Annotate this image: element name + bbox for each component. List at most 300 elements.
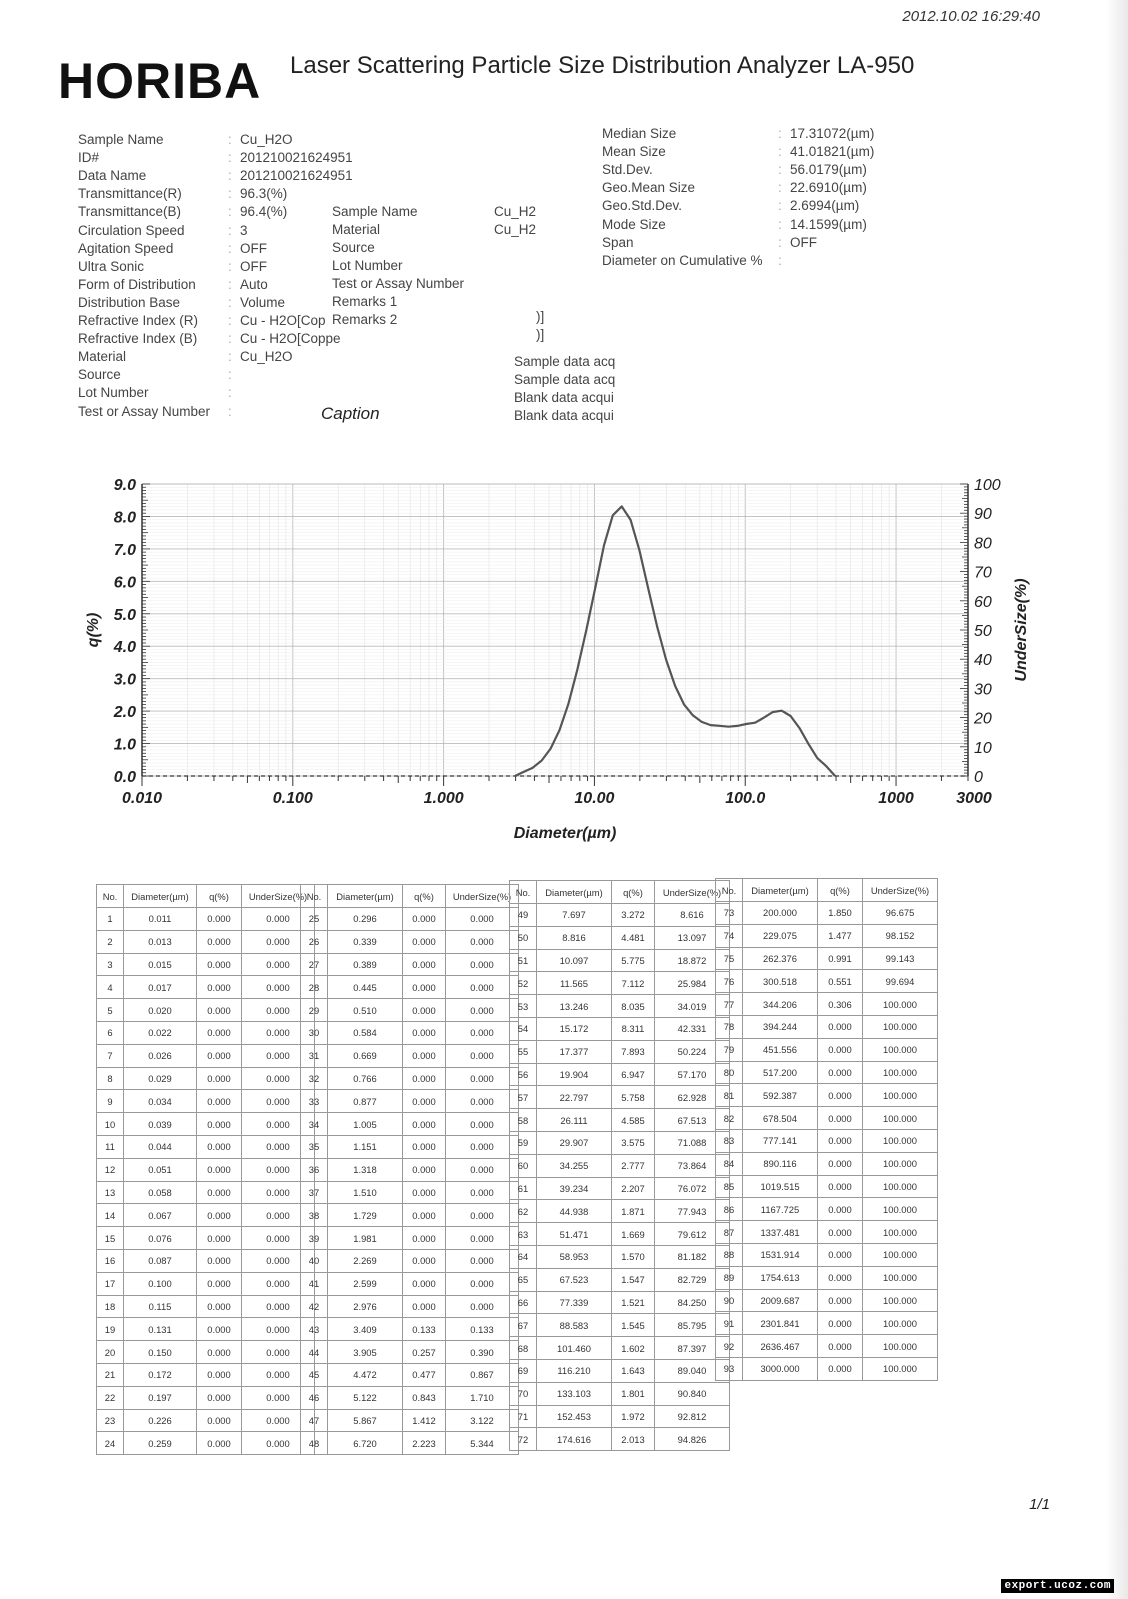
x-tick-label: 1.000 [423,790,464,807]
table-cell: 451.556 [743,1038,818,1061]
table-cell: 6.720 [328,1432,403,1455]
table-cell: 72 [510,1428,537,1451]
table-row [716,947,938,970]
table-cell: 100.000 [863,1312,938,1335]
table-cell: 0.000 [242,1158,315,1181]
table-row [716,993,938,1016]
table-cell: 100.000 [863,1038,938,1061]
table-cell: 152.453 [537,1405,612,1428]
table-cell: 1.151 [328,1135,403,1158]
overlay-field-label: Lot Number [332,257,407,275]
table-cell: 13.246 [537,995,612,1018]
table-cell: 5.122 [328,1386,403,1409]
table-cell: 0.000 [818,1289,863,1312]
table-row [301,953,519,976]
table-cell: 11 [97,1135,124,1158]
table-cell: 33 [301,1090,328,1113]
result-label: Mode Size [602,216,666,232]
table-cell: 16 [97,1249,124,1272]
table-cell: 0.584 [328,1021,403,1044]
table-cell: 39 [301,1227,328,1250]
table-cell: 18 [97,1295,124,1318]
result-value: 56.0179(µm) [790,162,867,178]
data-table-block [509,880,730,1451]
table-cell: 24 [97,1432,124,1455]
table-header-cell: No. [301,885,328,908]
table-row [510,926,730,949]
sample-field-value: Cu_H2O [240,132,293,147]
y2-tick-label: 20 [974,710,992,728]
table-cell: 91 [716,1312,743,1335]
table-cell: 3000.000 [743,1357,818,1380]
table-cell: 0.000 [446,1021,519,1044]
x-tick-label: 10.00 [574,790,615,807]
sample-field-label: Refractive Index (B) [78,331,198,347]
table-cell: 344.206 [743,993,818,1016]
table-cell: 35 [301,1135,328,1158]
table-cell: 1754.613 [743,1266,818,1289]
table-cell: 0.000 [242,1227,315,1250]
table-cell: 0.766 [328,1067,403,1090]
sample-field-label: Sample Name [78,132,164,147]
y2-axis-title: UnderSize(%) [1013,578,1030,682]
table-row [97,1295,315,1318]
field-colon: : [228,258,232,274]
table-cell: 29.907 [537,1131,612,1154]
table-row [301,1295,519,1318]
table-row [716,1175,938,1198]
table-row [716,1335,938,1358]
table-cell: 8.816 [537,926,612,949]
table-cell: 56 [510,1063,537,1086]
table-cell: 1.570 [612,1245,655,1268]
x-tick-label: 1000 [878,790,914,807]
table-cell: 1.477 [818,924,863,947]
sample-field-value: Volume [240,294,286,310]
table-cell: 101.460 [537,1337,612,1360]
table-row [301,976,519,999]
field-colon: : [228,367,232,383]
table-cell: 96.675 [863,902,938,925]
table-cell: 0.039 [124,1113,197,1136]
table-header-cell: UnderSize(%) [446,885,519,908]
table-cell: 77.943 [655,1200,730,1223]
table-cell: 79.612 [655,1223,730,1246]
table-header-cell: No. [97,885,124,908]
table-cell: 100.000 [863,1084,938,1107]
data-table-block [300,884,519,1455]
table-cell: 27 [301,953,328,976]
y-tick-label: 3.0 [113,671,136,689]
table-cell: 0.000 [403,1044,446,1067]
table-cell: 44 [301,1341,328,1364]
table-cell: 0.000 [403,1158,446,1181]
table-cell: 0.026 [124,1044,197,1067]
table-cell: 2.207 [612,1177,655,1200]
table-cell: 0.000 [197,1409,242,1432]
table-cell: 0.000 [197,1181,242,1204]
table-cell: 0.115 [124,1295,197,1318]
table-cell: 86 [716,1198,743,1221]
table-cell: 0.000 [403,953,446,976]
table-cell: 67 [510,1314,537,1337]
table-cell: 100.000 [863,1289,938,1312]
table-cell: 0.000 [446,1090,519,1113]
table-cell: 0.000 [197,1432,242,1455]
table-cell: 7 [97,1044,124,1067]
table-header-cell: No. [510,881,537,904]
table-row [716,1243,938,1266]
table-cell: 75 [716,947,743,970]
field-colon: : [778,198,782,214]
table-cell: 0.000 [446,953,519,976]
table-cell: 40 [301,1249,328,1272]
field-colon: : [228,204,232,220]
table-cell: 54 [510,1017,537,1040]
table-cell: 0.034 [124,1090,197,1113]
table-cell: 0.000 [242,1181,315,1204]
table-cell: 22 [97,1386,124,1409]
table-cell: 1.643 [612,1359,655,1382]
table-row [716,1129,938,1152]
y-tick-label: 9.0 [113,477,136,494]
table-row [510,1359,730,1382]
table-row [97,1113,315,1136]
field-colon: : [228,385,232,401]
table-cell: 85.795 [655,1314,730,1337]
sample-field-value: Auto [240,276,268,292]
field-colon: : [228,186,232,202]
table-row [510,1063,730,1086]
table-cell: 7.697 [537,904,612,927]
table-cell: 99.143 [863,947,938,970]
page-number: 1/1 [1029,1496,1050,1513]
table-row [510,1405,730,1428]
table-cell: 0.000 [242,999,315,1022]
horiba-logo: HORIBA [58,53,262,109]
table-cell: 0.133 [446,1318,519,1341]
table-cell: 0.000 [818,1152,863,1175]
table-row [716,1221,938,1244]
sample-field-label: Source [78,367,121,383]
table-cell: 90.840 [655,1382,730,1405]
table-cell: 0.000 [242,1044,315,1067]
sample-field-value: 96.4(%) [240,204,288,220]
table-cell: 0.000 [242,1135,315,1158]
table-cell: 42 [301,1295,328,1318]
field-colon: : [778,252,782,268]
table-cell: 49 [510,904,537,927]
table-cell: 8.311 [612,1017,655,1040]
table-header-row [716,879,938,902]
table-row [97,1044,315,1067]
table-cell: 0.000 [197,930,242,953]
field-colon: : [228,150,232,166]
table-cell: 8.616 [655,904,730,927]
table-cell: 77.339 [537,1291,612,1314]
table-cell: 1.981 [328,1227,403,1250]
table-cell: 0.000 [403,1249,446,1272]
overlay-field-label: Source [332,239,379,257]
table-header-cell: Diameter(µm) [124,885,197,908]
table-row [301,1318,519,1341]
table-cell: 3 [97,953,124,976]
table-cell: 0.100 [124,1272,197,1295]
table-row [716,1107,938,1130]
table-row [510,1245,730,1268]
table-cell: 34.019 [655,995,730,1018]
overlay-field-label: Test or Assay Number [332,275,468,293]
table-cell: 0.477 [403,1363,446,1386]
table-cell: 29 [301,999,328,1022]
table-row [510,972,730,995]
table-row [510,1268,730,1291]
sample-field-value: Cu_H2O [240,349,293,365]
sample-field-value: 3 [240,222,248,238]
table-row [301,1363,519,1386]
table-cell: 34 [301,1113,328,1136]
table-cell: 0.000 [403,908,446,931]
sample-field-label: Transmittance(B) [78,204,182,220]
sample-field-label: Data Name [78,168,147,184]
field-colon: : [778,126,782,141]
table-cell: 57.170 [655,1063,730,1086]
table-cell: 100.000 [863,1175,938,1198]
y2-tick-label: 0 [974,769,983,786]
table-cell: 100.000 [863,993,938,1016]
table-cell: 0.000 [197,1227,242,1250]
table-cell: 0.000 [197,1204,242,1227]
table-cell: 83 [716,1129,743,1152]
table-row [716,1289,938,1312]
field-colon: : [228,313,232,328]
table-cell: 6.947 [612,1063,655,1086]
distribution-chart [0,470,1128,850]
table-cell: 517.200 [743,1061,818,1084]
sample-field-value: OFF [240,258,267,274]
x-tick-label: 0.010 [121,790,163,807]
table-cell: 300.518 [743,970,818,993]
table-cell: 0.257 [403,1341,446,1364]
table-row [716,1152,938,1175]
table-row [301,1409,519,1432]
table-row [510,904,730,927]
table-cell: 100.000 [863,1061,938,1084]
table-cell: 14 [97,1204,124,1227]
table-cell: 58 [510,1109,537,1132]
table-cell: 71.088 [655,1131,730,1154]
field-colon: : [228,331,232,347]
table-cell: 100.000 [863,1335,938,1358]
table-cell: 74 [716,924,743,947]
table-cell: 67.513 [655,1109,730,1132]
table-cell: 100.000 [863,1357,938,1380]
table-cell: 41 [301,1272,328,1295]
table-row [301,1386,519,1409]
sample-field-label: Form of Distribution [78,276,196,292]
table-cell: 81.182 [655,1245,730,1268]
table-cell: 25 [301,908,328,931]
overlay-field-label: Remarks 1 [332,293,401,311]
table-header-row [97,885,315,908]
table-row [510,1109,730,1132]
table-row [301,1044,519,1067]
table-row [510,1131,730,1154]
table-cell: 3.122 [446,1409,519,1432]
table-cell: 0.000 [446,930,519,953]
table-cell: 51.471 [537,1223,612,1246]
y-tick-label: 8.0 [113,509,136,527]
table-cell: 0.000 [242,1363,315,1386]
table-cell: 46 [301,1386,328,1409]
table-row [301,908,519,931]
table-cell: 3.575 [612,1131,655,1154]
table-header-cell: Diameter(µm) [743,879,818,902]
table-row [97,1181,315,1204]
table-cell: 0.000 [446,1249,519,1272]
table-cell: 81 [716,1084,743,1107]
sample-field-label: Circulation Speed [78,222,185,238]
table-cell: 0.000 [403,930,446,953]
table-cell: 4.585 [612,1109,655,1132]
table-cell: 0.000 [242,1295,315,1318]
table-cell: 0.296 [328,908,403,931]
table-row [716,1015,938,1038]
table-cell: 19 [97,1318,124,1341]
table-cell: 0.000 [242,1090,315,1113]
table-row [97,1432,315,1455]
table-cell: 44.938 [537,1200,612,1223]
table-header-row [301,885,519,908]
table-cell: 32 [301,1067,328,1090]
table-cell: 0.000 [818,1015,863,1038]
result-value: 41.01821(µm) [790,144,875,160]
result-label: Median Size [602,126,677,141]
table-cell: 7.112 [612,972,655,995]
table-cell: 47 [301,1409,328,1432]
table-cell: 1.669 [612,1223,655,1246]
table-cell: 0.000 [197,1272,242,1295]
table-cell: 38 [301,1204,328,1227]
table-cell: 39.234 [537,1177,612,1200]
table-cell: 19.904 [537,1063,612,1086]
table-cell: 98.152 [863,924,938,947]
table-cell: 76 [716,970,743,993]
table-row [97,953,315,976]
table-cell: 1.412 [403,1409,446,1432]
result-label: Geo.Std.Dev. [602,198,683,214]
result-value: 14.1599(µm) [790,216,867,232]
y-tick-label: 1.0 [113,736,136,754]
table-cell: 64 [510,1245,537,1268]
table-cell: 0.000 [403,1135,446,1158]
table-cell: 890.116 [743,1152,818,1175]
table-cell: 0.000 [242,1318,315,1341]
table-cell: 42.331 [655,1017,730,1040]
table-cell: 0.150 [124,1341,197,1364]
table-cell: 0.000 [197,1067,242,1090]
table-row [510,949,730,972]
table-row [510,1382,730,1405]
table-cell: 0.000 [818,1198,863,1221]
table-cell: 79 [716,1038,743,1061]
table-cell: 0.445 [328,976,403,999]
table-cell: 200.000 [743,902,818,925]
field-colon: : [228,349,232,365]
table-cell: 80 [716,1061,743,1084]
table-cell: 0.133 [403,1318,446,1341]
table-cell: 92 [716,1335,743,1358]
table-cell: 20 [97,1341,124,1364]
table-cell: 59 [510,1131,537,1154]
table-cell: 1.510 [328,1181,403,1204]
table-cell: 0.000 [242,1204,315,1227]
table-row [97,1409,315,1432]
table-cell: 52 [510,972,537,995]
y-axis-title: q(%) [85,612,102,648]
table-cell: 2009.687 [743,1289,818,1312]
table-cell: 1.850 [818,902,863,925]
table-row [97,1318,315,1341]
table-row [301,1181,519,1204]
table-cell: 0.131 [124,1318,197,1341]
table-row [716,1084,938,1107]
table-cell: 100.000 [863,1198,938,1221]
table-cell: 0.510 [328,999,403,1022]
table-cell: 67.523 [537,1268,612,1291]
result-label: Diameter on Cumulative % [602,252,763,268]
table-row [510,1017,730,1040]
table-cell: 61 [510,1177,537,1200]
table-row [510,1154,730,1177]
sample-field-label: Distribution Base [78,294,181,310]
table-cell: 1.801 [612,1382,655,1405]
table-row [716,902,938,925]
table-header-cell: Diameter(µm) [328,885,403,908]
table-cell: 0.669 [328,1044,403,1067]
table-cell: 0.017 [124,976,197,999]
table-cell: 0.000 [197,1363,242,1386]
table-cell: 0.259 [124,1432,197,1455]
table-cell: 22.797 [537,1086,612,1109]
table-cell: 92.812 [655,1405,730,1428]
table-row [716,1357,938,1380]
table-cell: 17 [97,1272,124,1295]
table-cell: 0.000 [403,1272,446,1295]
table-row [301,1135,519,1158]
table-row [510,1086,730,1109]
table-row [301,930,519,953]
table-cell: 21 [97,1363,124,1386]
table-cell: 0.000 [197,1295,242,1318]
table-header-cell: q(%) [612,881,655,904]
table-header-cell: UnderSize(%) [863,879,938,902]
table-cell: 0.000 [242,1386,315,1409]
table-row [716,1266,938,1289]
field-colon: : [228,132,232,147]
table-row [716,1061,938,1084]
table-cell: 0.000 [446,976,519,999]
table-cell: 100.000 [863,1107,938,1130]
table-row [301,1227,519,1250]
overlay-field-label: Remarks 2 [332,311,401,329]
overlay-field-value: Cu_H2 [494,204,537,219]
table-cell: 0.000 [446,1227,519,1250]
table-cell: 65 [510,1268,537,1291]
table-cell: 13 [97,1181,124,1204]
table-cell: 0.000 [818,1175,863,1198]
table-cell: 0.076 [124,1227,197,1250]
